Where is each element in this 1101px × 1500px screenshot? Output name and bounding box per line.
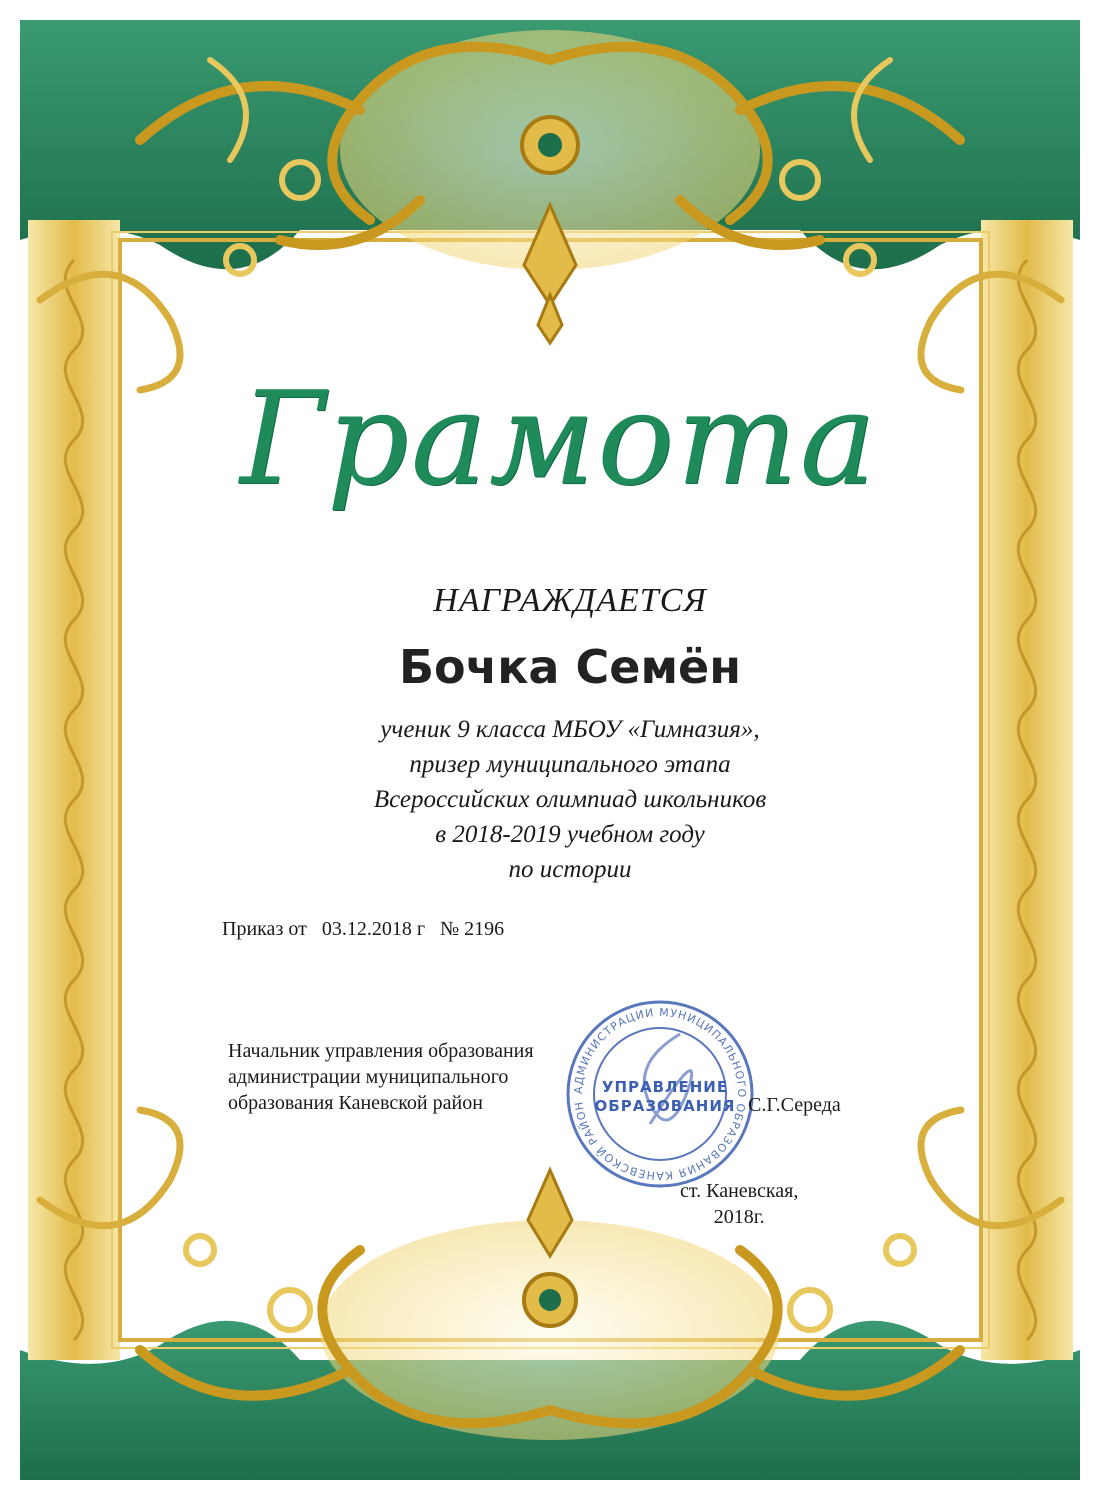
certificate-title: Грамота (240, 365, 878, 514)
issue-year: 2018г. (713, 1206, 765, 1228)
description-line: ученик 9 класса МБОУ «Гимназия», (380, 716, 760, 743)
award-description (270, 712, 870, 887)
description-line: призер муниципального этапа (409, 751, 731, 778)
stamp-line: УПРАВЛЕНИЕ (601, 1078, 729, 1096)
signatory-name: С.Г.Середа (748, 1094, 841, 1116)
description-line: Всероссийских олимпиад школьников (373, 786, 767, 813)
description-line: в 2018-2019 учебном году (435, 821, 705, 848)
description-line: по истории (508, 856, 632, 883)
awarded-label: НАГРАЖДАЕТСЯ (433, 582, 707, 619)
order-label: Приказ от (222, 918, 307, 940)
stamp-center-text (590, 1078, 740, 1116)
signatory-line: образования Каневской район (228, 1092, 483, 1114)
issue-place-date (680, 1178, 798, 1230)
order-number: № 2196 (440, 918, 505, 940)
issue-place: ст. Каневская, (680, 1180, 799, 1202)
signatory-line: Начальник управления образования (228, 1040, 534, 1062)
stamp-line: ОБРАЗОВАНИЯ (594, 1097, 736, 1115)
stamp-ring-text: АДМИНИСТРАЦИИ МУНИЦИПАЛЬНОГО ОБРАЗОВАНИЯ КАНЕВСКОЙ РАЙОН (571, 1005, 749, 1183)
recipient-name: Бочка Семён (398, 640, 742, 694)
order-date: 03.12.2018 г (321, 918, 426, 940)
signatory-line: администрации муниципального (228, 1066, 509, 1088)
signatory-title (228, 1038, 534, 1116)
order-reference (222, 918, 514, 941)
